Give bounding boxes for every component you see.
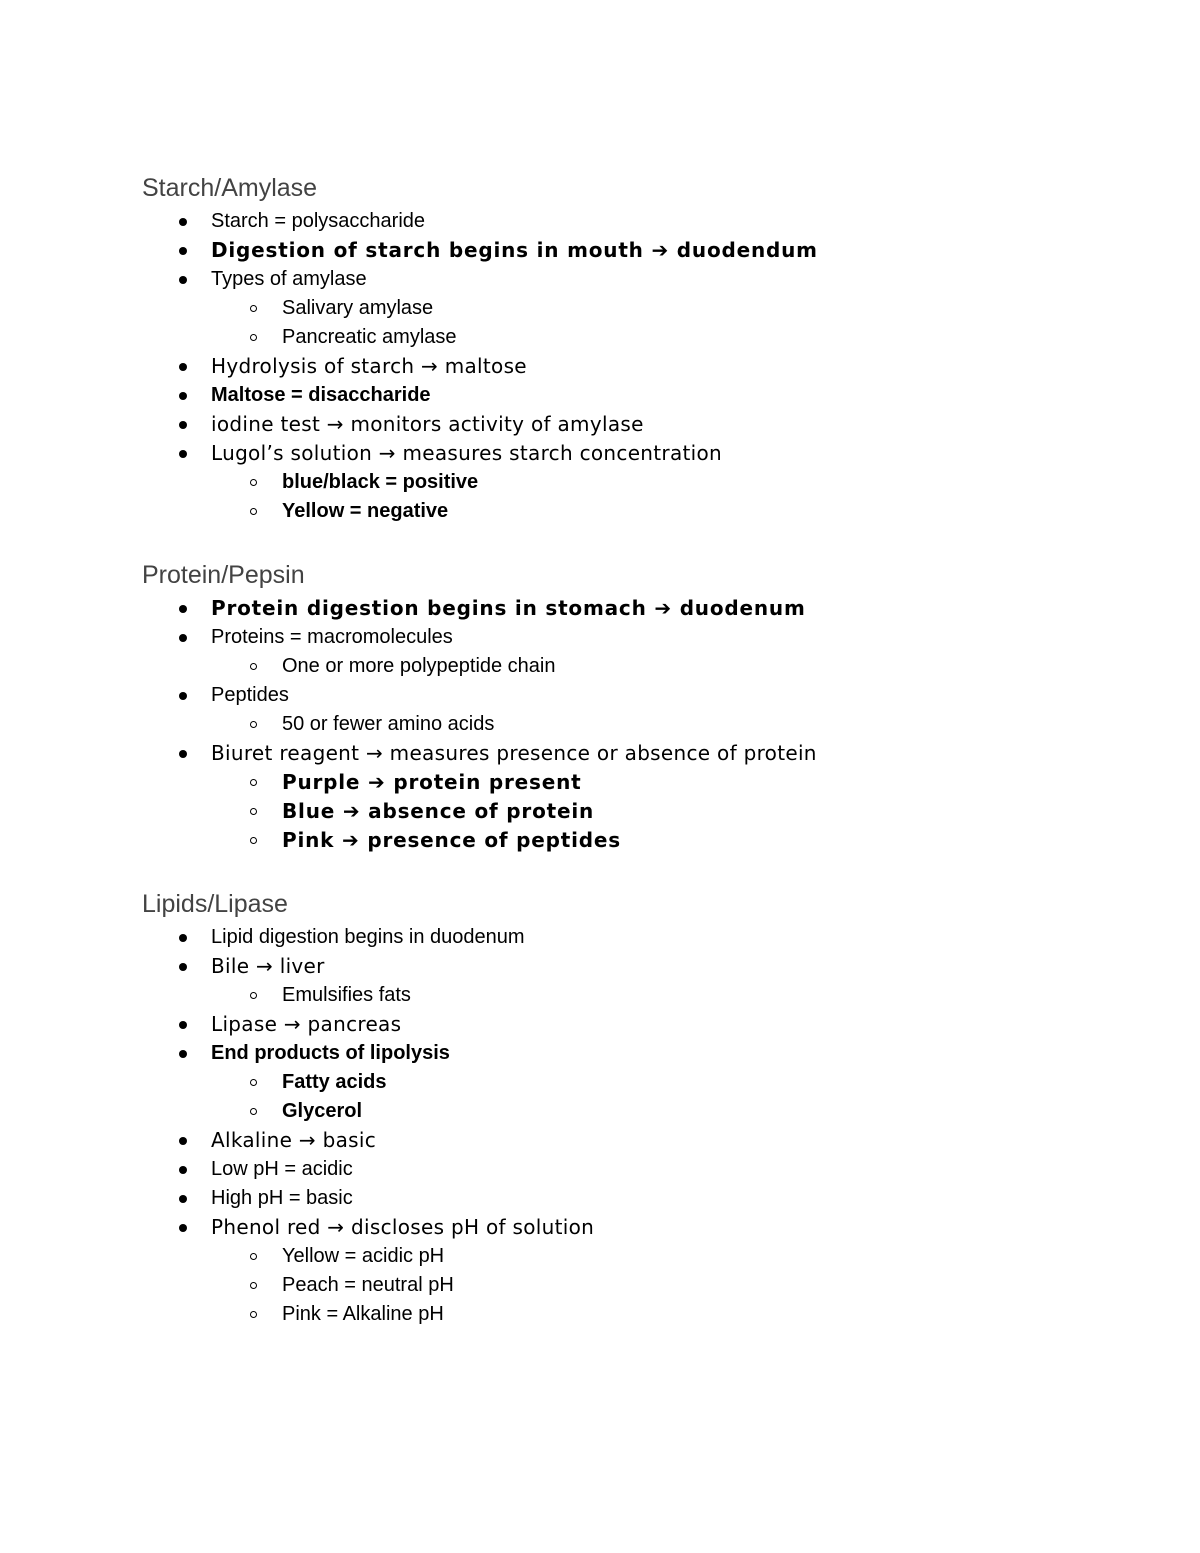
bullet-dot-icon (176, 681, 190, 710)
bullet-ring-icon (246, 497, 260, 526)
bullet-ring-icon (246, 323, 260, 352)
section-starch-amylase (142, 173, 1142, 526)
list-item: End products of lipolysis (142, 1039, 1142, 1068)
list-subitem: blue/black = positive (142, 468, 1142, 497)
bullet-ring-icon (246, 1242, 260, 1271)
bullet-ring-icon (246, 797, 260, 826)
section-heading: Protein/Pepsin (142, 561, 305, 589)
list-subitem: Pink ➔ presence of peptides (142, 826, 1142, 855)
bullet-dot-icon (176, 952, 190, 981)
list-subitem: Yellow = negative (142, 497, 1142, 526)
bullet-ring-icon (246, 1068, 260, 1097)
bullet-dot-icon (176, 739, 190, 768)
bullet-dot-icon (176, 923, 190, 952)
list-item: Digestion of starch begins in mouth ➔ duodendum (142, 236, 1142, 265)
section-protein-pepsin (142, 560, 1142, 855)
list-subitem: Pink = Alkaline pH (142, 1300, 1142, 1329)
bullet-ring-icon (246, 981, 260, 1010)
list-subitem: Purple ➔ protein present (142, 768, 1142, 797)
list-item: Alkaline → basic (142, 1126, 1142, 1155)
bullet-ring-icon (246, 294, 260, 323)
list-item: Protein digestion begins in stomach ➔ duodenum (142, 594, 1142, 623)
list-subitem: Emulsifies fats (142, 981, 1142, 1010)
list-subitem: Glycerol (142, 1097, 1142, 1126)
bullet-ring-icon (246, 1097, 260, 1126)
bullet-ring-icon (246, 710, 260, 739)
list-item: Phenol red → discloses pH of solution (142, 1213, 1142, 1242)
bullet-dot-icon (176, 1010, 190, 1039)
list-subitem: 50 or fewer amino acids (142, 710, 1142, 739)
list-subitem: Salivary amylase (142, 294, 1142, 323)
bullet-dot-icon (176, 1155, 190, 1184)
bullet-list (142, 207, 1142, 526)
bullet-dot-icon (176, 439, 190, 468)
bullet-dot-icon (176, 410, 190, 439)
bullet-dot-icon (176, 1126, 190, 1155)
list-item: Starch = polysaccharide (142, 207, 1142, 236)
list-subitem: Fatty acids (142, 1068, 1142, 1097)
bullet-dot-icon (176, 594, 190, 623)
bullet-dot-icon (176, 1039, 190, 1068)
list-subitem: Pancreatic amylase (142, 323, 1142, 352)
bullet-dot-icon (176, 1184, 190, 1213)
list-item: iodine test → monitors activity of amylase (142, 410, 1142, 439)
bullet-ring-icon (246, 768, 260, 797)
bullet-list (142, 923, 1142, 1329)
list-subitem: Yellow = acidic pH (142, 1242, 1142, 1271)
section-heading: Starch/Amylase (142, 174, 318, 202)
bullet-dot-icon (176, 1213, 190, 1242)
bullet-ring-icon (246, 468, 260, 497)
list-item: Peptides (142, 681, 1142, 710)
section-heading: Lipids/Lipase (142, 890, 288, 918)
list-item: Low pH = acidic (142, 1155, 1142, 1184)
list-item: Biuret reagent → measures presence or absence of protein (142, 739, 1142, 768)
bullet-dot-icon (176, 623, 190, 652)
bullet-dot-icon (176, 236, 190, 265)
bullet-list (142, 594, 1142, 855)
bullet-ring-icon (246, 826, 260, 855)
bullet-ring-icon (246, 1271, 260, 1300)
list-item: Maltose = disaccharide (142, 381, 1142, 410)
bullet-dot-icon (176, 381, 190, 410)
list-item: High pH = basic (142, 1184, 1142, 1213)
list-item: Proteins = macromolecules (142, 623, 1142, 652)
section-lipids-lipase (142, 889, 1142, 1329)
list-item: Lugol’s solution → measures starch concentration (142, 439, 1142, 468)
bullet-dot-icon (176, 207, 190, 236)
list-subitem: One or more polypeptide chain (142, 652, 1142, 681)
list-item: Lipase → pancreas (142, 1010, 1142, 1039)
list-item: Hydrolysis of starch → maltose (142, 352, 1142, 381)
bullet-dot-icon (176, 265, 190, 294)
bullet-dot-icon (176, 352, 190, 381)
list-item: Lipid digestion begins in duodenum (142, 923, 1142, 952)
list-item: Types of amylase (142, 265, 1142, 294)
list-item: Bile → liver (142, 952, 1142, 981)
list-subitem: Peach = neutral pH (142, 1271, 1142, 1300)
list-subitem: Blue ➔ absence of protein (142, 797, 1142, 826)
bullet-ring-icon (246, 1300, 260, 1329)
bullet-ring-icon (246, 652, 260, 681)
